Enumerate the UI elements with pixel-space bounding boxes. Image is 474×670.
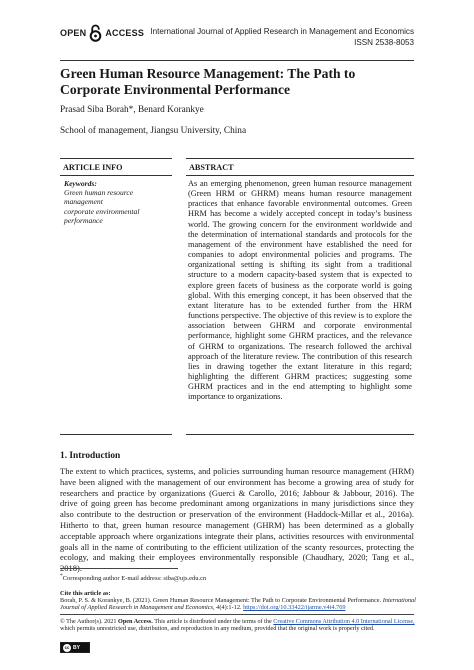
cite-label: Cite this article as: xyxy=(60,590,111,597)
cc-by-label: BY xyxy=(73,644,80,651)
paper-title: Green Human Resource Management: The Path to Corporate Environmental Performance xyxy=(60,66,356,97)
journal-name: International Journal of Applied Research in Management and Economics xyxy=(150,27,414,36)
affiliation: School of management, Jiangsu University, China xyxy=(60,126,247,136)
license-divider xyxy=(60,614,414,615)
footnote-marker: * xyxy=(60,573,63,579)
abstract-text: As an emerging phenomenon, green human resource management (Green HRM or GHRM) means human resource management practices that enhance favorable environmental outcomes. Green HRM has become a widely accepted concept in today’s business world. The growing concern for the environment worldwide and the determination of international standards and protocols for the management of the environment have established the need for companies to adopt environmental policies and programs. The organizational setting is shifting its sight from a traditional structure to a modern capacity-based system that is expected to explore green facets of business as the corporate world is going global. With this emerging concept, it has been observed that the extant literature has to be extended further from the HRM functions perspective. The objective of this review is to explore the association between GHRM and corporate environmental performance, highlight some GHRM practices, and the relevance of GHRM to organizations. The research followed the archival approach of the literature review. The contribution of this research lies in drawing together the extant literature in this regard; highlighting the different GHRM practices; suggesting some GHRM practices and in the end attempting to highlight some importance to organizations. xyxy=(188,179,412,402)
keyword-line: management xyxy=(64,197,103,207)
page-header xyxy=(60,22,414,62)
citation xyxy=(60,597,420,612)
cc-circle-icon: cc xyxy=(64,645,70,650)
logo-open-text: OPEN xyxy=(60,28,87,38)
padlock-icon xyxy=(89,24,102,42)
open-access-label: Open Access. xyxy=(118,618,153,625)
open-access-logo xyxy=(60,24,144,42)
divider xyxy=(186,434,414,435)
citation-issue: (4):1-12. xyxy=(219,604,244,612)
license-prefix: © The Author(s). 2021 xyxy=(60,618,119,625)
license-mid: This article is distributed under the terms of the xyxy=(152,618,274,625)
introduction-text: The extent to which practices, systems, and policies surrounding human resource management (HRM) have been aligned with the management of our environment has become a growing area of study for researchers and practice by organizations (Guerci & Carollo, 2016; Jabbour & Jabbour, 2016). The drive of going green has become predominant among organizations in many jurisdictions since they also contribute to the destruction or preservation of the environment (Haddock-Millar et al., 2016a). Hitherto to that, green human resource management (GHRM) has been determined as a globally acceptable approach where organizations integrate their plans, activities resources with environmental goals all in the name of contributing to the efficient utilization of the scanty resources, protecting the ecology, and making their employees environmentally responsible (Chaudhary, 2020; Tang et al., 2018). xyxy=(60,466,414,574)
corresponding-author-text: Corresponding author E-mail address: siba@ujs.edu.cn xyxy=(62,575,207,583)
license-notice xyxy=(60,618,420,632)
doi-link[interactable]: https://doi.org/10.33422/ijarme.v4i4.769 xyxy=(243,604,346,612)
article-info-heading: ARTICLE INFO xyxy=(63,163,123,172)
authors: Prasad Siba Borah*, Benard Korankye xyxy=(60,105,204,115)
issn: ISSN 2538-8053 xyxy=(354,38,414,47)
abstract-column xyxy=(186,158,414,402)
keyword-line: performance xyxy=(64,216,103,226)
keyword-line: Green human resource xyxy=(64,188,134,197)
abstract-heading: ABSTRACT xyxy=(189,163,234,172)
section-heading-introduction: 1. Introduction xyxy=(60,451,121,461)
license-rest: which permits unrestricted use, distribution, and reproduction in any medium, provided that the original work is properly cited. xyxy=(60,625,375,633)
cc-license-icon[interactable] xyxy=(60,642,90,653)
citation-journal: International Journal of Applied Research in Management and Economics, 4 xyxy=(60,597,416,612)
corresponding-author-note xyxy=(60,573,206,582)
citation-text: Borah, P. S. & Korankye, B. (2021). Green Human Resource Management: The Path to Corporate Environmental Performance. xyxy=(60,597,383,604)
keyword-line: corporate environmental xyxy=(64,206,140,216)
logo-access-text: ACCESS xyxy=(105,28,145,38)
keywords-label: Keywords: xyxy=(64,179,97,188)
article-info-column xyxy=(60,158,172,226)
footnote-divider xyxy=(60,568,178,569)
header-divider xyxy=(60,60,414,61)
journal-info xyxy=(150,26,414,48)
license-link[interactable]: Creative Commons Attribution 4.0 International License, xyxy=(273,618,415,625)
divider xyxy=(60,434,172,435)
